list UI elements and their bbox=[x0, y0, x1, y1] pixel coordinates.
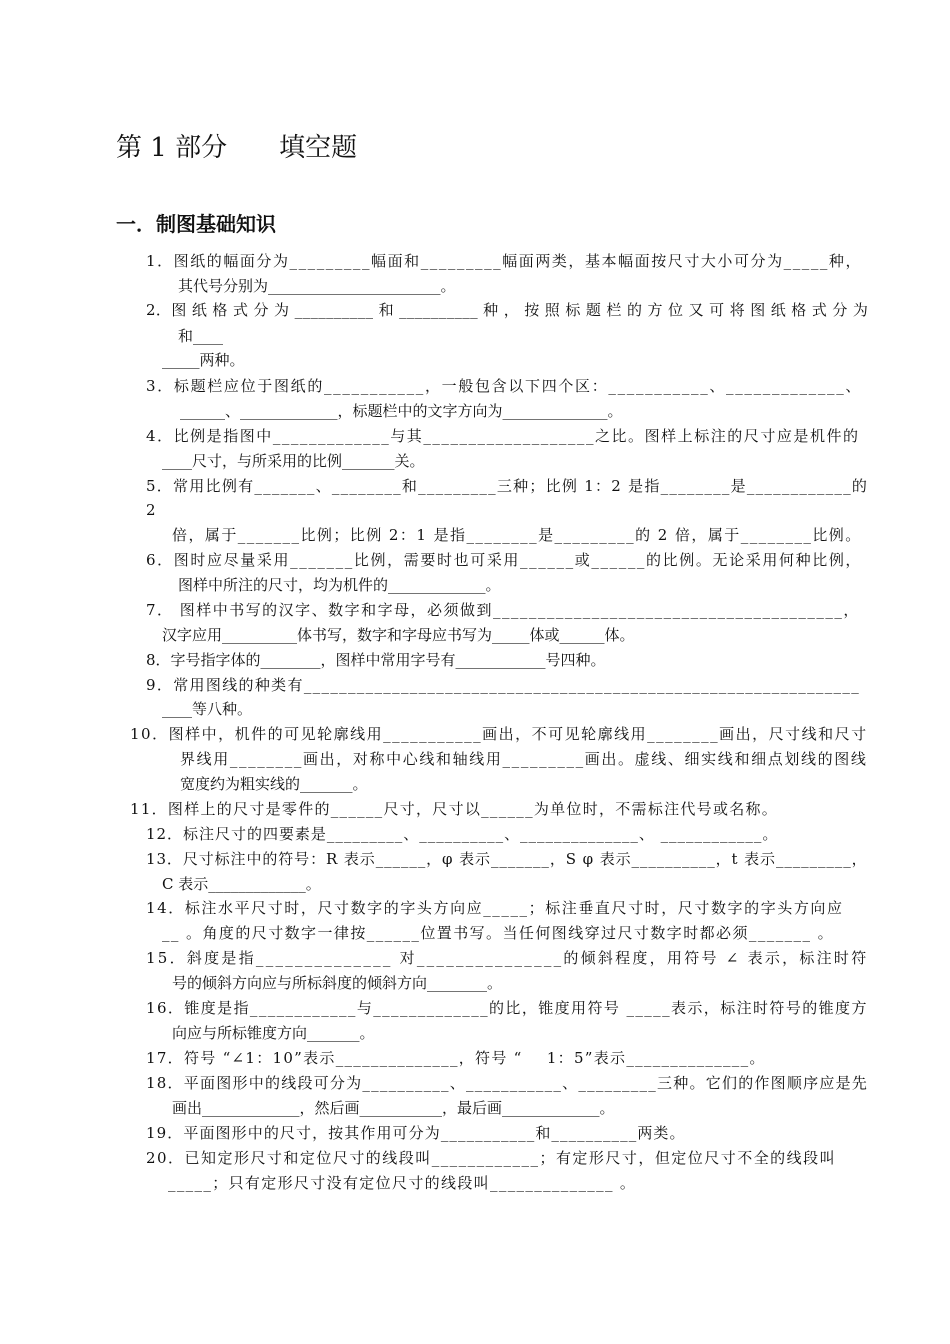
question-line: 9．常用图线的种类有_______________________________________________________________ bbox=[146, 676, 861, 694]
question-line: 向应与所标锥度方向_______。 bbox=[172, 1024, 375, 1042]
question-line: 14．标注水平尺寸时，尺寸数字的字头方向应_____；标注垂直尺寸时，尺寸数字的字头方向应 bbox=[146, 899, 844, 917]
question-line: 17．符号 “∠1：10”表示______________，符号 “ 1：5”表示______________。 bbox=[146, 1049, 766, 1067]
question-line: ____等八种。 bbox=[162, 700, 253, 718]
section-title: 一．制图基础知识 bbox=[116, 212, 276, 236]
question-line: 汉字应用__________体书写，数字和字母应书写为_____体或______体。 bbox=[162, 626, 635, 644]
question-line: 图样中所注的尺寸，均为机件的_____________。 bbox=[178, 576, 501, 594]
question-line: _____两种。 bbox=[162, 351, 245, 369]
question-line: 12．标注尺寸的四要素是_________、__________、______________、 ____________。 bbox=[146, 825, 779, 843]
question-line: 3．标题栏应位于图纸的___________，一般包含以下四个区：___________、_____________、 bbox=[146, 377, 863, 395]
part-number-label: 第 1 部分 bbox=[116, 133, 228, 163]
question-line: 和____ bbox=[178, 327, 224, 345]
question-line: __ 。角度的尺寸数字一律按______位置书写。当任何图线穿过尺寸数字时都必须_______ 。 bbox=[162, 924, 835, 942]
question-line: 4．比例是指图中_____________与其___________________之比。图样上标注的尺寸应是机件的 bbox=[146, 427, 860, 445]
question-line: 19．平面图形中的尺寸，按其作用可分为___________和__________两类。 bbox=[146, 1124, 686, 1142]
question-line: 11．图样上的尺寸是零件的______尺寸，尺寸以______为单位时，不需标注代号或名称。 bbox=[130, 800, 779, 818]
part-title-text: 填空题 bbox=[279, 133, 358, 163]
question-line: 8．字号指字体的________，图样中常用字号有____________号四种。 bbox=[146, 651, 606, 669]
question-line: 宽度约为粗实线的_______。 bbox=[180, 775, 368, 793]
question-line: 20．已知定形尺寸和定位尺寸的线段叫____________；有定形尺寸，但定位尺寸不全的线段叫 bbox=[146, 1149, 837, 1167]
question-line: 7． 图样中书写的汉字、数字和字母，必须做到_______________________________________， bbox=[146, 601, 860, 619]
question-line: 10．图样中，机件的可见轮廓线用___________画出，不可见轮廓线用________画出，尺寸线和尺寸 bbox=[130, 725, 868, 743]
question-line: C 表示_____________。 bbox=[162, 875, 321, 893]
part-title bbox=[116, 131, 357, 165]
question-line: 15．斜度是指______________ 对_______________的倾斜程度，用符号 ∠ 表示，标注时符 bbox=[146, 949, 869, 967]
question-line: 其代号分别为_______________________。 bbox=[178, 277, 456, 295]
question-line: 倍，属于_______比例；比例 2：1 是指________是_________的 2 倍，属于________比例。 bbox=[172, 526, 862, 544]
question-line: 5．常用比例有_______、________和_________三种；比例 1：2 是指________是____________的 bbox=[146, 477, 869, 495]
question-line: 界线用________画出，对称中心线和轴线用_________画出。虚线、细实线和细点划线的图线 bbox=[180, 750, 868, 768]
question-line: ______、_____________，标题栏中的文字方向为______________。 bbox=[180, 402, 623, 420]
question-line: 1．图纸的幅面分为_________幅面和_________幅面两类，基本幅面按尺寸大小可分为_____种， bbox=[146, 252, 863, 270]
question-line: 2 bbox=[146, 501, 156, 519]
question-line: 号的倾斜方向应与所标斜度的倾斜方向________。 bbox=[172, 974, 503, 992]
question-line: 6．图时应尽量采用_______比例，需要时也可采用______或______的比例。无论采用何种比例， bbox=[146, 551, 863, 569]
question-line: 画出_____________，然后画___________，最后画_____________。 bbox=[172, 1099, 615, 1117]
question-line: 16．锥度是指____________与_____________的比，锥度用符号 _____表示，标注时符号的锥度方 bbox=[146, 999, 868, 1017]
question-line: 2．图 纸 格 式 分 为 __________ 和 __________ 种 ， 按 照 标 题 栏 的 方 位 又 可 将 图 纸 格 式 分 为 bbox=[146, 301, 869, 319]
question-line: _____；只有定形尺寸没有定位尺寸的线段叫______________ 。 bbox=[168, 1174, 637, 1192]
question-line: ____尺寸，与所采用的比例_______关。 bbox=[162, 452, 425, 470]
question-line: 13．尺寸标注中的符号：R 表示______，φ 表示_______，S φ 表示__________，t 表示_________， bbox=[146, 850, 868, 868]
question-line: 18．平面图形中的线段可分为__________、___________、_________三种。它们的作图顺序应是先 bbox=[146, 1074, 869, 1092]
